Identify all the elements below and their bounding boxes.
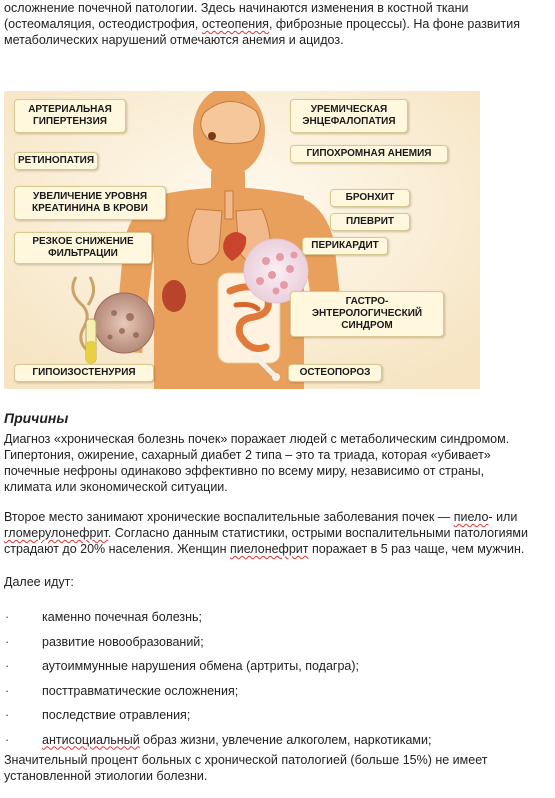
intro-line-3: метаболических нарушений отмечаются анемия и ацидоз. <box>4 33 344 47</box>
causes-p2-line-2b: . Согласно данным статистики, острыми воспалительными патологиями <box>107 526 528 540</box>
label-osteoporosis: ОСТЕОПОРОЗ <box>288 364 382 382</box>
causes-paragraph-2 <box>4 509 550 557</box>
link-antisocial: антисоциальный <box>42 732 140 747</box>
causes-p1-line-2: Гипертония, ожирение, сахарный диабет 2 типа – это та триада, которая «убивает» <box>4 448 491 462</box>
label-pleuritis: ПЛЕВРИТ <box>330 213 410 231</box>
intro-link-osteopenia: остеопения <box>201 17 269 31</box>
label-gastro-enterologic: ГАСТРО- ЭНТЕРОЛОГИЧЕСКИЙ СИНДРОМ <box>290 291 444 337</box>
link-pielo: пиело <box>453 510 489 524</box>
ckd-complications-illustration <box>4 91 480 389</box>
causes-p1-line-1: Диагноз «хроническая болезнь почек» поражает людей с метаболическим синдромом. <box>4 432 510 446</box>
causes-p2-line-1a: Второе место занимают хронические воспалительные заболевания почек — <box>4 510 454 524</box>
causes-p2-line-3c: поражает в 5 раз чаще, чем мужчин. <box>308 542 525 556</box>
label-hypoisosthenuria: ГИПОИЗОСТЕНУРИЯ <box>14 364 154 382</box>
intro-line-2c: , фиброзные процессы). На фоне развития <box>268 17 520 31</box>
label-creatinine: УВЕЛИЧЕНИЕ УРОВНЯ КРЕАТИНИНА В КРОВИ <box>14 186 166 220</box>
list-item: · каменно почечная болезнь; <box>0 609 555 634</box>
causes-final-paragraph <box>4 752 550 784</box>
causes-paragraph-3: Далее идут: <box>4 575 74 589</box>
list-item: · посттравматические осложнения; <box>0 683 555 708</box>
causes-p1-line-4: климата или экономической ситуации. <box>4 480 228 494</box>
causes-p2-line-1c: - или <box>488 510 518 524</box>
list-item: · развитие новообразований; <box>0 634 555 659</box>
label-hypochromic-anemia: ГИПОХРОМНАЯ АНЕМИЯ <box>290 145 448 163</box>
list-item: · последствие отравления; <box>0 707 555 732</box>
intro-paragraph <box>4 0 550 48</box>
final-line-2: установленной этиологии болезни. <box>4 769 208 783</box>
link-pyelonephritis: пиелонефрит <box>230 542 309 556</box>
causes-heading: Причины <box>4 410 69 426</box>
causes-list <box>0 609 555 756</box>
label-bronchitis: БРОНХИТ <box>330 189 410 207</box>
label-arterial-hypertension: АРТЕРИАЛЬНАЯ ГИПЕРТЕНЗИЯ <box>14 99 126 133</box>
label-pericarditis: ПЕРИКАРДИТ <box>302 237 388 255</box>
causes-p1-line-3: почечные нефроны одинаково эффективно по всему миру, независимо от страны, <box>4 464 485 478</box>
final-line-1: Значительный процент больных с хронической патологией (больше 15%) не имеет <box>4 753 488 767</box>
causes-p2-line-3: страдают до 20% населения. Женщин <box>4 542 231 556</box>
list-item-6-rest: образ жизни, увлечение алкоголем, наркотиками; <box>139 732 432 747</box>
intro-line-2a: (остеомаляция, остеодистрофия, <box>4 17 202 31</box>
label-retinopathy: РЕТИНОПАТИЯ <box>14 152 98 170</box>
list-item: · аутоиммунные нарушения обмена (артриты, подагра); <box>0 658 555 683</box>
intro-line-1: осложнение почечной патологии. Здесь начинаются изменения в костной ткани <box>4 1 469 15</box>
causes-paragraph-1 <box>4 431 550 495</box>
link-glomerulonephritis: гломерулонефрит <box>4 526 108 540</box>
label-uremic-encephalopathy: УРЕМИЧЕСКАЯ ЭНЦЕФАЛОПАТИЯ <box>290 99 408 133</box>
label-filtration: РЕЗКОЕ СНИЖЕНИЕ ФИЛЬТРАЦИИ <box>14 232 152 264</box>
